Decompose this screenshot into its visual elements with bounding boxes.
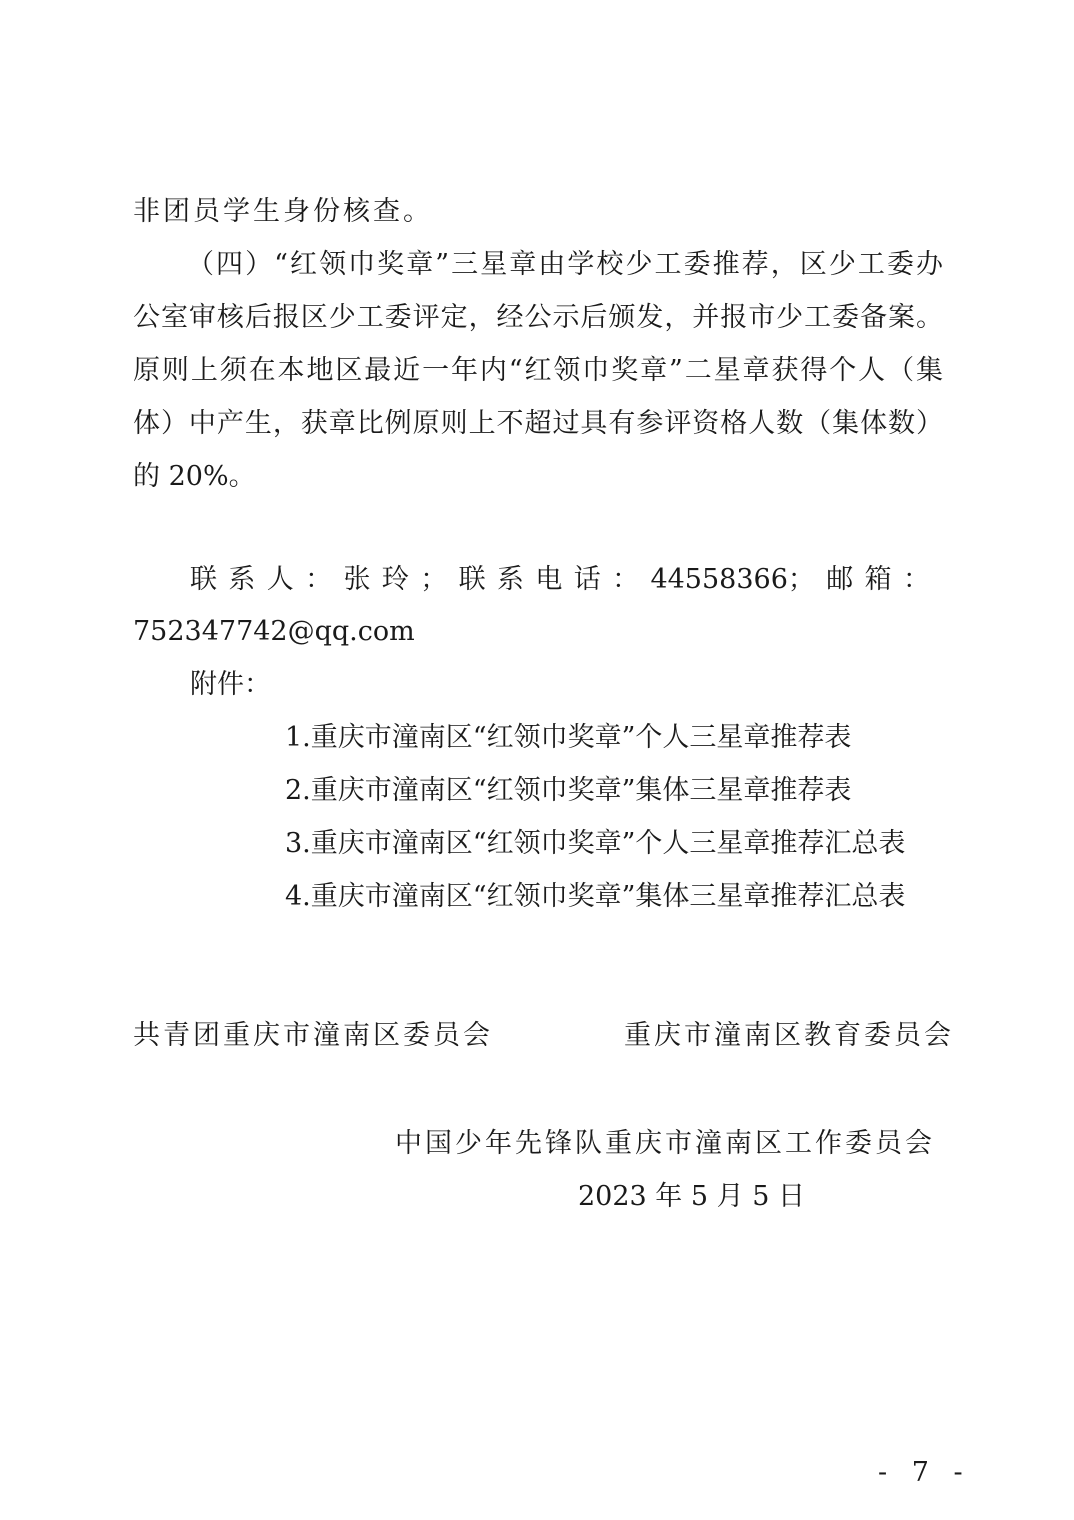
signature-left: 共青团重庆市潼南区委员会 [133, 1020, 493, 1051]
attachment-item: 2.重庆市潼南区“红领巾奖章”集体三星章推荐表 [285, 775, 852, 806]
paragraph-line-4: 原则上须在本地区最近一年内“红领巾奖章”二星章获得个人（集 [133, 355, 943, 386]
signature-date: 2023 年 5 月 5 日 [578, 1181, 805, 1212]
paragraph-line-5: 体）中产生，获章比例原则上不超过具有参评资格人数（集体数） [133, 408, 943, 439]
signature-third: 中国少年先锋队重庆市潼南区工作委员会 [395, 1128, 935, 1159]
contact-email: 752347742@qq.com [133, 616, 415, 647]
contact-line: 联系人：张玲；联系电话：44558366；邮箱： [190, 564, 930, 595]
attachment-item: 1.重庆市潼南区“红领巾奖章”个人三星章推荐表 [285, 722, 852, 753]
page-number: - 7 - [878, 1457, 971, 1488]
paragraph-line-3: 公室审核后报区少工委评定，经公示后颁发，并报市少工委备案。 [133, 302, 943, 333]
paragraph-line-2: （四）“红领巾奖章”三星章由学校少工委推荐，区少工委办 [187, 249, 943, 280]
paragraph-line-6: 的 20%。 [133, 461, 256, 492]
signature-right: 重庆市潼南区教育委员会 [624, 1020, 954, 1051]
attachments-label: 附件： [190, 669, 271, 700]
attachment-item: 3.重庆市潼南区“红领巾奖章”个人三星章推荐汇总表 [285, 828, 906, 859]
attachment-item: 4.重庆市潼南区“红领巾奖章”集体三星章推荐汇总表 [285, 881, 906, 912]
paragraph-line-1: 非团员学生身份核查。 [133, 196, 433, 227]
